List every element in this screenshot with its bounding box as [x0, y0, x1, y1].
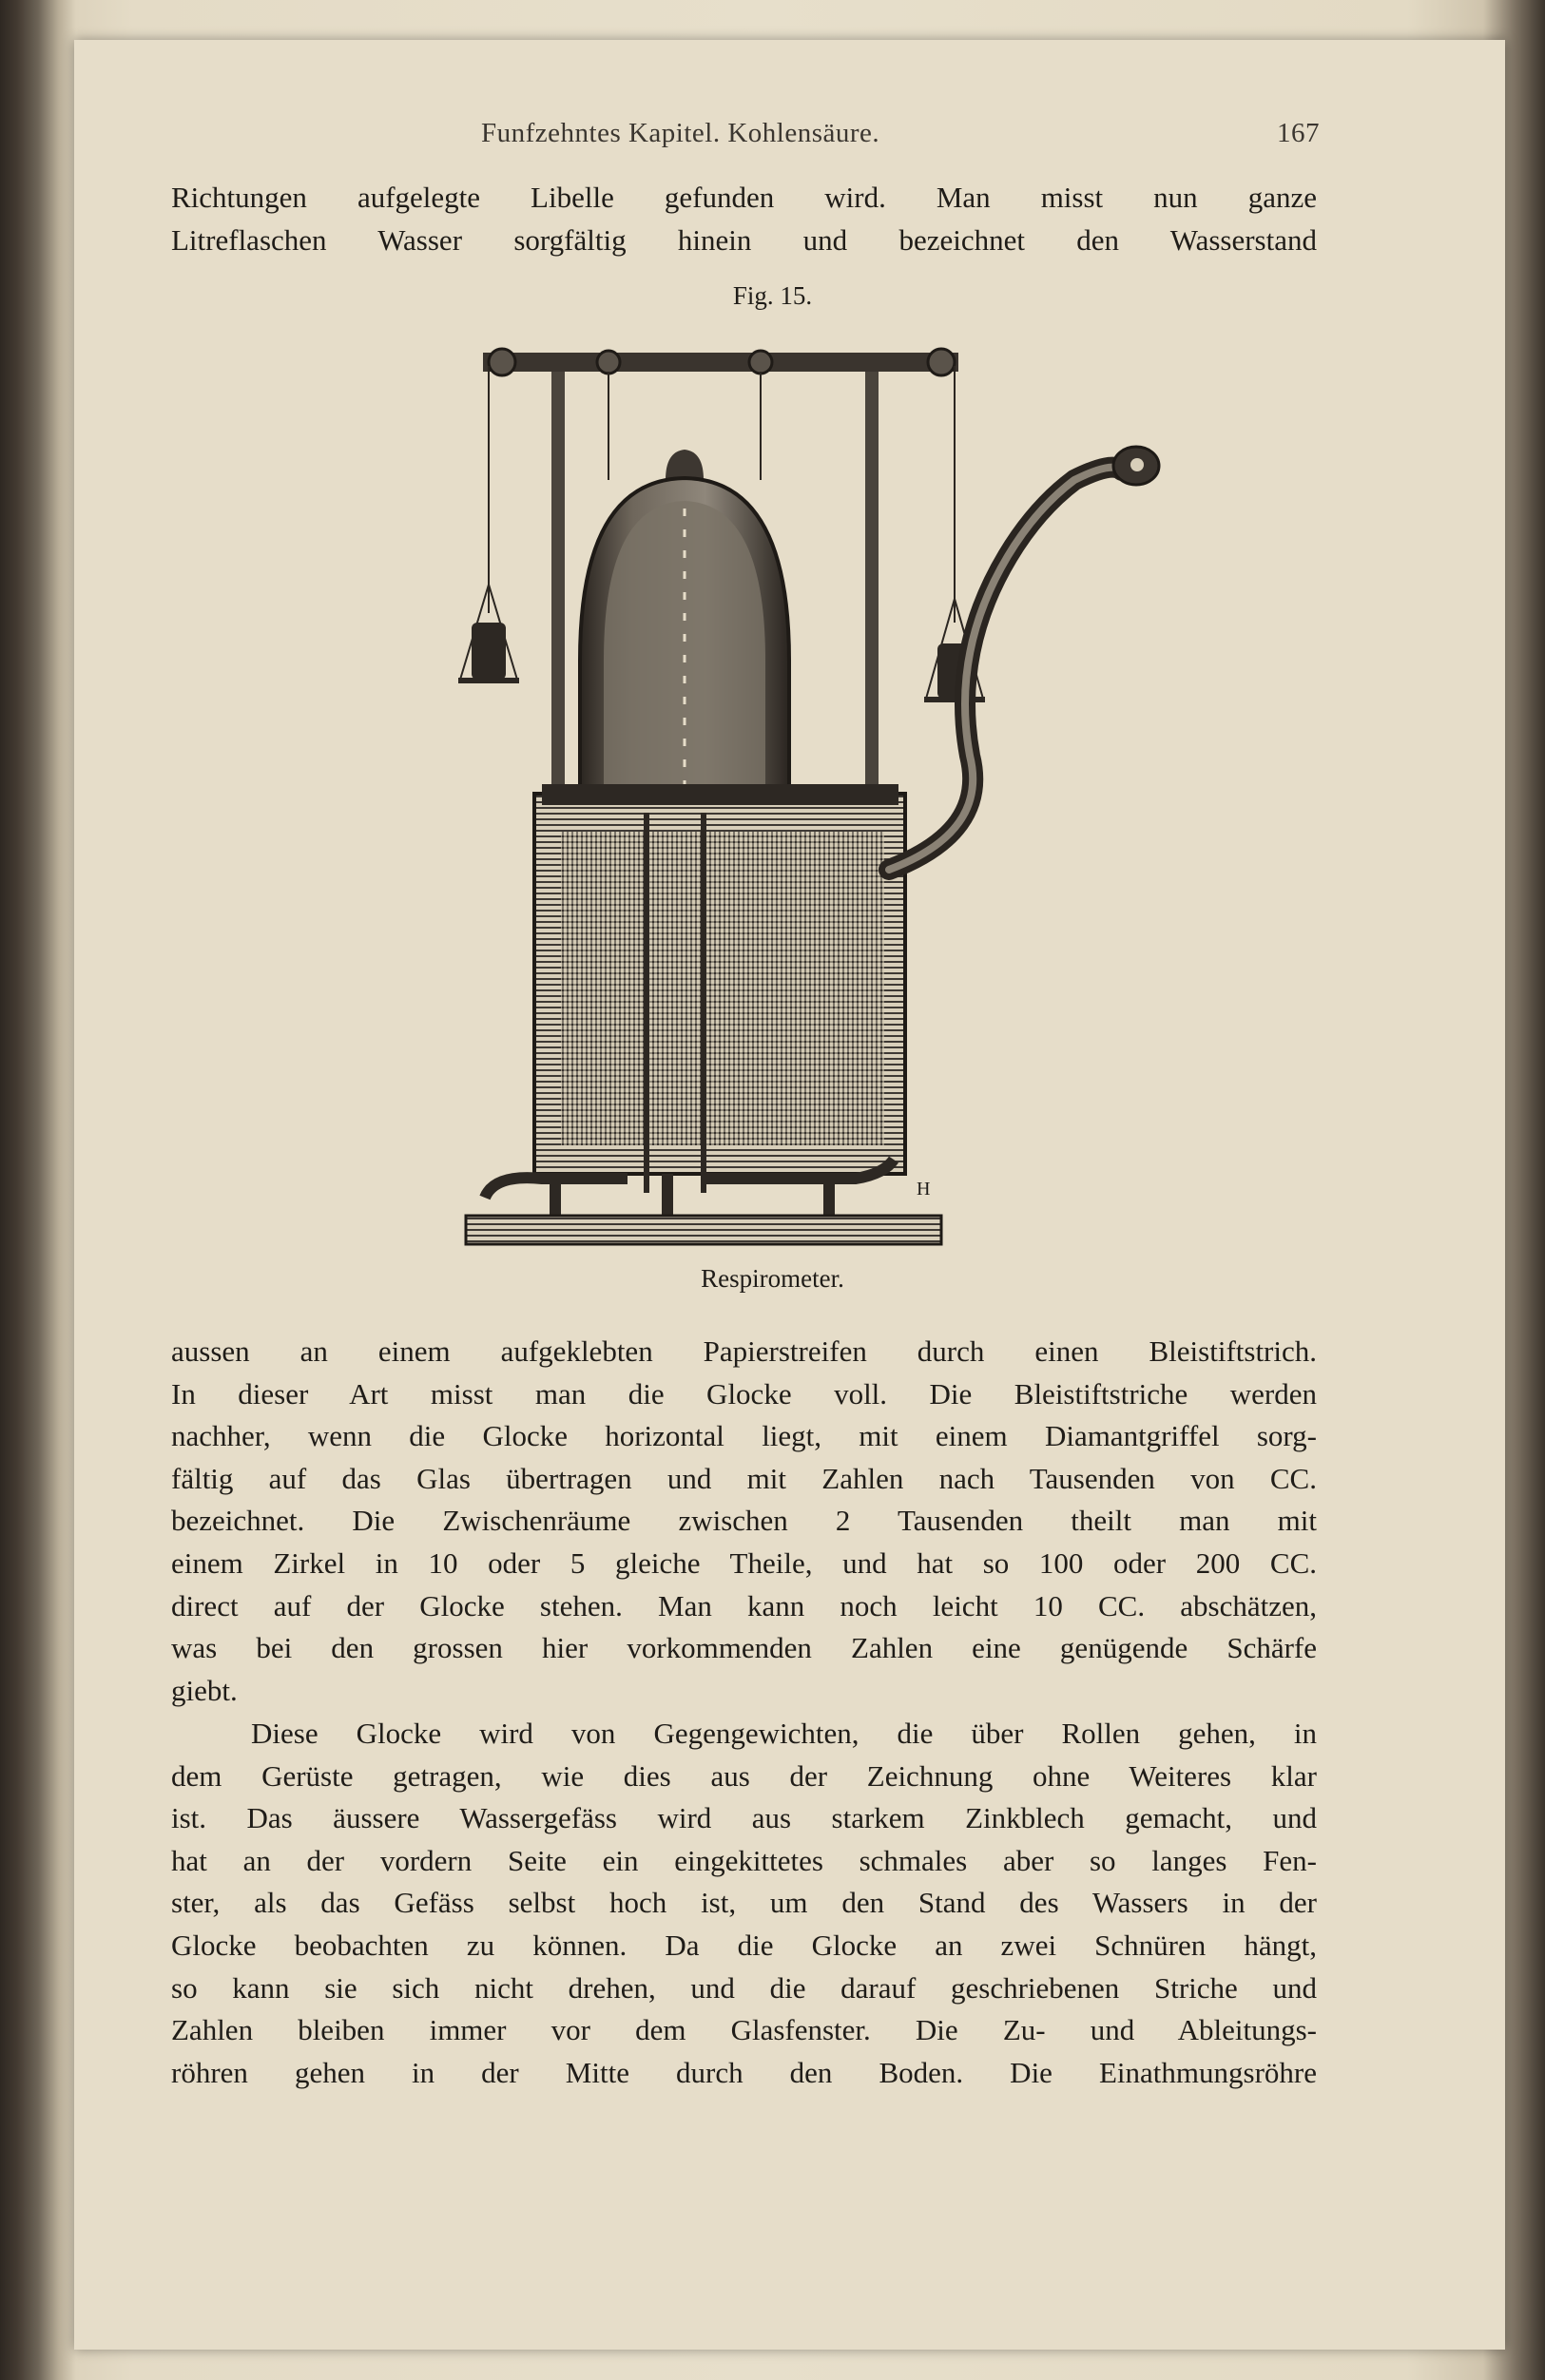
- page-number: 167: [1277, 118, 1320, 148]
- pulley-left: [489, 349, 515, 375]
- base-plate: [466, 1216, 941, 1244]
- text-line: ist. Das äussere Wassergefäss wird aus starkem Zinkblech gemacht, und: [171, 1801, 1317, 1835]
- text-line: ster, als das Gefäss selbst hoch ist, um den Stand des Wassers in der: [171, 1886, 1317, 1920]
- pulley-center-left: [597, 351, 620, 374]
- text-line: direct auf der Glocke stehen. Man kann noch leicht 10 CC. abschätzen,: [171, 1588, 1317, 1622]
- figure-label: Fig. 15.: [732, 281, 813, 310]
- text-line: dem Gerüste getragen, wie dies aus der Zeichnung ohne Weiteres klar: [171, 1758, 1317, 1793]
- paragraph-1: [171, 1331, 1317, 1712]
- text-line: bezeichnet. Die Zwischenräume zwischen 2 Tausenden theilt man mit: [171, 1504, 1317, 1538]
- bell-neck: [666, 450, 704, 480]
- text-line: Richtungen aufgelegte Libelle gefunden wird. Man misst nun ganze: [171, 181, 1317, 214]
- top-paragraph: [171, 177, 1317, 261]
- text-line: giebt.: [171, 1673, 238, 1707]
- text-line: Litreflaschen Wasser sorgfältig hinein und bezeichnet den Wasserstand: [171, 222, 1317, 257]
- text-line: Zahlen bleiben immer vor dem Glasfenster. Die Zu- und Ableitungs-: [171, 2013, 1317, 2047]
- pulley-right: [928, 349, 955, 375]
- text-line: In dieser Art misst man die Glocke voll. Die Bleistiftstriche werden: [171, 1376, 1317, 1411]
- text-line: Diese Glocke wird von Gegengewichten, die über Rollen gehen, in: [251, 1717, 1317, 1750]
- figure-caption: Respirometer.: [701, 1264, 844, 1293]
- text-line: nachher, wenn die Glocke horizontal liegt, mit einem Diamantgriffel sorg-: [171, 1419, 1317, 1453]
- frame-crossbar: [483, 353, 958, 372]
- mouthpiece: [1113, 447, 1159, 485]
- text-line: aussen an einem aufgeklebten Papierstreifen durch einen Bleistiftstrich.: [171, 1334, 1317, 1368]
- respirometer-illustration: [456, 337, 1179, 1269]
- pulley-center-right: [749, 351, 772, 374]
- running-header: [171, 118, 1320, 156]
- text-line: einem Zirkel in 10 oder 5 gleiche Theile, und hat so 100 oder 200 CC.: [171, 1545, 1317, 1580]
- breathing-tube: [889, 468, 1122, 870]
- text-line: hat an der vordern Seite ein eingekittetes schmales aber so langes Fen-: [171, 1843, 1317, 1877]
- paragraph-2: [171, 1713, 1317, 2094]
- text-line: fältig auf das Glas übertragen und mit Zahlen nach Tausenden von CC.: [171, 1461, 1317, 1495]
- figure-marker: H: [917, 1179, 931, 1200]
- text-line: röhren gehen in der Mitte durch den Boden. Die Einathmungsröhre: [171, 2055, 1317, 2089]
- text-line: so kann sie sich nicht drehen, und die darauf geschriebenen Striche und: [171, 1970, 1317, 2005]
- text-line: Glocke beobachten zu können. Da die Glocke an zwei Schnüren hängt,: [171, 1928, 1317, 1962]
- chapter-title: Funfzehntes Kapitel. Kohlensäure.: [481, 118, 880, 148]
- text-line: was bei den grossen hier vorkommenden Zahlen eine genügende Schärfe: [171, 1631, 1317, 1665]
